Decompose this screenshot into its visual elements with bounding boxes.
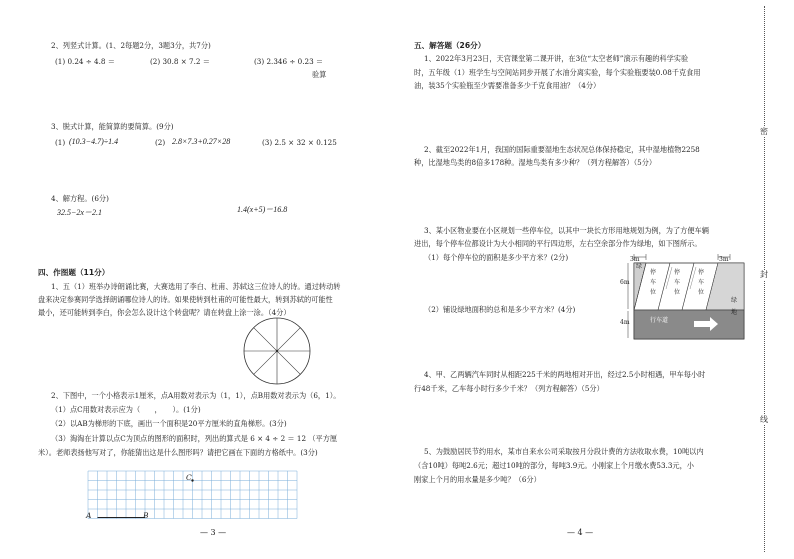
- binding-char-2: 封: [757, 270, 771, 280]
- r-p4-line2: 行48千米，乙车每小时行多少千米？（列方程解答）（5分）: [414, 384, 604, 393]
- green-right-label: 绿 地: [731, 297, 738, 316]
- s4-p2-line5: 米）。老师表扬他写对了，你能猜出这是什么图形吗？请把它画在下面的方格纸中。(3分): [38, 448, 318, 457]
- r-p2-line1: 2、截至2022年1月，我国的国际重要湿地生态状况总体保持稳定，其中湿地植物2258: [424, 145, 700, 154]
- q2-title: 2、列竖式计算。(1、2每题2分，3题3分，共7分): [51, 41, 211, 50]
- page-number-right: — 4 —: [567, 528, 594, 537]
- q3-title: 3、脱式计算，能简算的要简算。(9分): [51, 122, 174, 131]
- section-4-title: 四、作图题（11分）: [38, 268, 110, 277]
- dim-top-right-label: 3m: [719, 256, 729, 263]
- q3-item-1-num: (1): [55, 138, 66, 147]
- point-a-label: A: [86, 511, 92, 520]
- point-b-label: B: [143, 511, 149, 520]
- r-p1-line3: 油，装35个实验瓶至少需要准备多少千克食用油？（4分）: [414, 81, 601, 90]
- binding-char-3: 线: [757, 415, 771, 425]
- spot-label-2: 停 车 位: [674, 269, 681, 296]
- q4-equation-2: 1.4(x+5)＝16.8: [237, 205, 288, 214]
- r-p2-line2: 种，比湿地鸟类的8倍多178种。湿地鸟类有多少种？（列方程解答）（5分）: [414, 158, 657, 167]
- q2-item-1: (1) 0.24 ÷ 4.8 ＝: [55, 57, 115, 66]
- road-label: 行车道: [650, 317, 669, 324]
- r-p5-line1: 5、为鼓励居民节约用水，某市自来水公司采取按月分段计费的方法收取水费，10吨以内: [424, 447, 704, 456]
- dim-top-left-label: 3m: [630, 256, 640, 263]
- page-number-left: — 3 —: [200, 528, 227, 537]
- s4-p2-line4: （3）淘淘在计算以点C为顶点的图形的面积时，列出的算式是 6 × 4 ÷ 2 ＝ 12 （平方厘: [51, 434, 338, 443]
- s4-p2-line2: （1）点C用数对表示应为（ ， ）。(1分): [51, 405, 201, 414]
- green-left-label: 绿: [636, 263, 643, 270]
- spinner-wheel[interactable]: [242, 316, 312, 386]
- binding-char-1: 密: [757, 127, 771, 137]
- s4-p1-line1: 1、五（1）班举办诗朗诵比赛，大赛选用了李白、杜甫、苏轼这三位诗人的诗。通过转动转: [51, 282, 341, 291]
- q2-check-label: 验算: [312, 70, 327, 79]
- spot-label-3: 停 车 位: [698, 269, 705, 296]
- s4-p2-line1: 2、下图中，一个小格表示1厘米，点A用数对表示为（1，1），点B用数对表示为（6，1）。: [51, 391, 341, 400]
- q2-item-2: (2) 30.8 × 7.2 ＝: [150, 57, 210, 66]
- dim-side-bottom-label: 4m: [620, 319, 630, 326]
- r-p3-q2: （2）铺设绿地面积的总和是多少平方米？(4分): [424, 305, 576, 314]
- q2-item-3: (3) 2.346 ÷ 0.23 ＝: [254, 57, 324, 66]
- dim-side-top-label: 6m: [620, 279, 630, 286]
- q3-item-3: (3) 2.5 × 32 × 0.125: [262, 138, 337, 147]
- point-c-label: C: [186, 473, 192, 482]
- q3-item-2-num: (2): [155, 138, 166, 147]
- s4-p1-line2: 盘来决定参赛同学选择朗诵哪位诗人的诗。如果使转到杜甫的可能性最大，转到苏轼的可能性: [38, 295, 333, 304]
- r-p5-line3: 刚家上个月的用水量是多少吨？（6分）: [414, 475, 541, 484]
- r-p3-line2: 进出，每个停车位都设计为大小相同的平行四边形，左右空余部分作为绿地，如下图所示。: [414, 239, 702, 248]
- r-p5-line2: （含10吨）每吨2.6元；超过10吨的部分，每吨3.9元。小刚家上个月缴水费53.3元，小: [414, 461, 694, 470]
- s4-p2-line3: （2）以AB为梯形的下底，画出一个面积是20平方厘米的直角梯形。(3分): [51, 419, 287, 428]
- r-p1-line1: 1、2022年3月23日，天宫课堂第二课开讲，在3位“太空老师”演示有趣的科学实验: [424, 54, 689, 63]
- grid-paper[interactable]: [84, 467, 302, 523]
- section-5-title: 五、解答题（26分）: [414, 41, 486, 50]
- q4-equation-1: 32.5−2x＝2.1: [57, 208, 102, 217]
- road: [634, 310, 744, 339]
- r-p1-line2: 时，五年级（1）班学生与空间站同步开展了水油分离实验，每个实验瓶要装0.08千克食用: [414, 68, 701, 77]
- q4-title: 4、解方程。(6分): [51, 194, 109, 203]
- r-p4-line1: 4、甲、乙两辆汽车同时从相距225千米的两地相对开出，经过2.5小时相遇，甲车每小时: [424, 370, 706, 379]
- r-p3-line1: 3、某小区物业要在小区规划一些停车位，以其中一块长方形用地规划为例，为了方便车辆: [424, 226, 709, 235]
- q3-item-2-expr: 2.8×7.3+0.27×28: [172, 137, 231, 146]
- s4-p1-line3: 最小，还可能转到李白，你会怎么设计这个转盘呢？请在转盘上涂一涂。（4分）: [38, 308, 291, 317]
- spot-label-1: 停 车 位: [650, 269, 657, 296]
- r-p3-q1: （1）每个停车位的面积是多少平方米？(2分): [424, 253, 569, 262]
- q3-item-1-expr: (10.3−4.7)÷1.4: [69, 137, 119, 146]
